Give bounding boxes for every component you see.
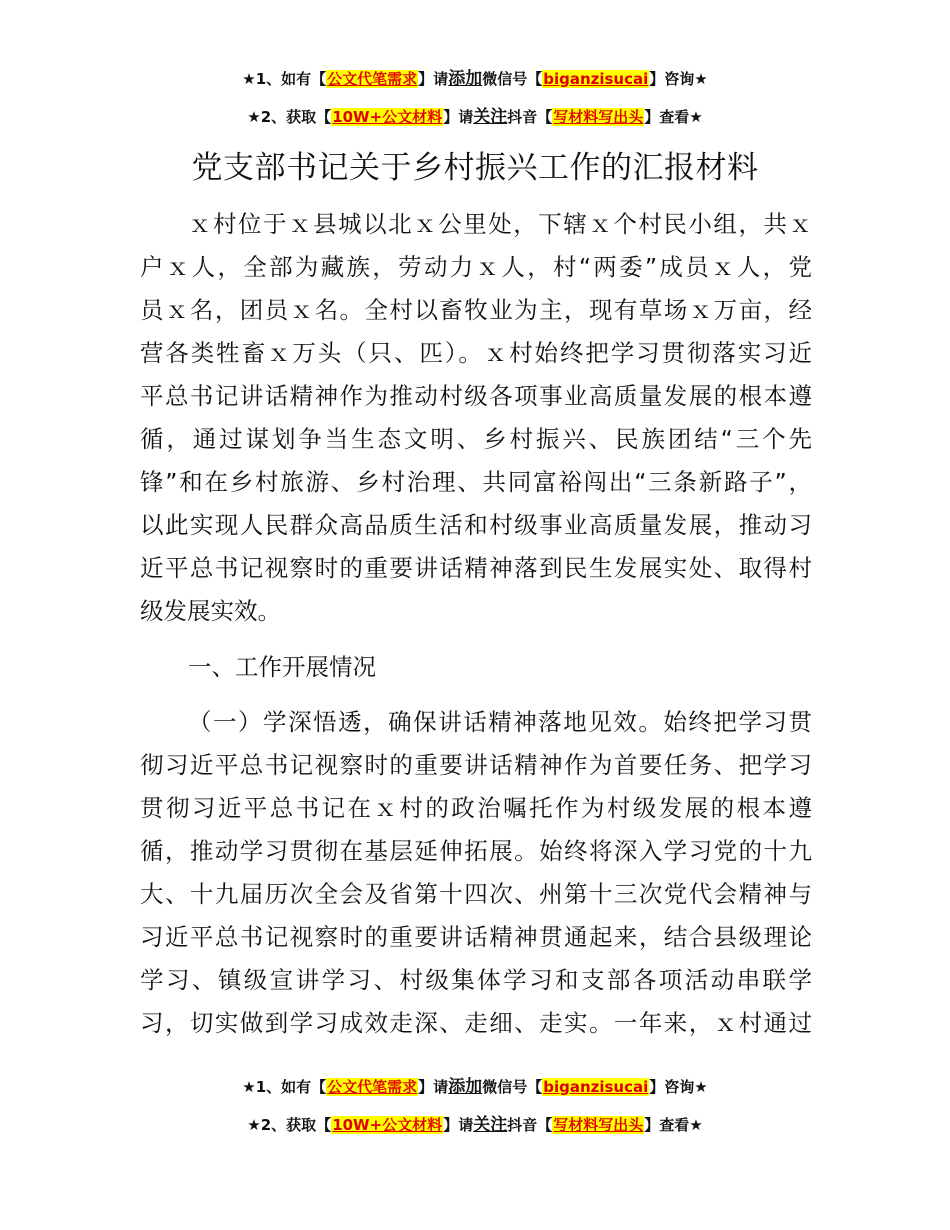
promo-banner-line-2 <box>0 106 950 128</box>
banner-text: 】请 <box>418 1078 449 1096</box>
text-line: 学习、镇级宣讲学习、村级集体学习和支部各项活动串联学 <box>140 966 812 994</box>
banner-text: 抖音【 <box>507 1116 553 1134</box>
highlight-service: 公文代笔需求 <box>327 1078 418 1096</box>
text-line: 循，通过谋划争当生态文明、乡村振兴、民族团结“三个先 <box>140 425 812 453</box>
section-heading: 一、工作开展情况 <box>188 653 376 681</box>
text-line: 贯彻习近平总书记在ｘ村的政治嘱托作为村级发展的根本遵 <box>140 794 812 822</box>
banner-text: 】请 <box>443 1116 474 1134</box>
promo-banner-line-1 <box>0 68 950 90</box>
text-line: 大、十九届历次全会及省第十四次、州第十三次党代会精神与 <box>140 880 812 908</box>
highlight-wechat-id: biganzisucai <box>543 70 649 88</box>
text-line: 彻习近平总书记视察时的重要讲话精神作为首要任务、把学习 <box>140 751 812 779</box>
text-line: 习近平总书记视察时的重要讲话精神贯通起来，结合县级理论 <box>140 923 812 951</box>
promo-banner-footer-line-1 <box>0 1076 950 1098</box>
banner-text: 微信号【 <box>482 1078 543 1096</box>
highlight-materials: 10W+公文材料 <box>332 108 443 126</box>
banner-emphasis: 关注 <box>473 107 508 127</box>
text-line: 锋”和在乡村旅游、乡村治理、共同富裕闯出“三条新路子”， <box>140 468 812 496</box>
text-line: ｘ村位于ｘ县城以北ｘ公里处，下辖ｘ个村民小组，共ｘ <box>188 210 812 238</box>
banner-text: 微信号【 <box>482 70 543 88</box>
highlight-wechat-id: biganzisucai <box>543 1078 649 1096</box>
text-line: 营各类牲畜ｘ万头（只、匹）。ｘ村始终把学习贯彻落实习近 <box>140 339 812 367</box>
text-line: 级发展实效。 <box>140 597 281 625</box>
banner-text: ★2、获取【 <box>247 1116 332 1134</box>
highlight-service: 公文代笔需求 <box>327 70 418 88</box>
banner-text: ★2、获取【 <box>247 108 332 126</box>
banner-emphasis: 添加 <box>448 1077 483 1097</box>
banner-text: 】请 <box>443 108 474 126</box>
text-line: 近平总书记视察时的重要讲话精神落到民生发展实处、取得村 <box>140 554 812 582</box>
banner-text: 】请 <box>418 70 449 88</box>
banner-text: 】查看★ <box>644 1116 703 1134</box>
text-line: 以此实现人民群众高品质生活和村级事业高质量发展，推动习 <box>140 511 812 539</box>
banner-emphasis: 关注 <box>473 1115 508 1135</box>
banner-text: 抖音【 <box>507 108 553 126</box>
text-line: 户ｘ人，全部为藏族，劳动力ｘ人，村“两委”成员ｘ人，党 <box>140 253 812 281</box>
promo-banner-footer-line-2 <box>0 1114 950 1136</box>
highlight-douyin: 写材料写出头 <box>553 1116 644 1134</box>
banner-text: 】查看★ <box>644 108 703 126</box>
banner-text: ★1、如有【 <box>242 70 327 88</box>
banner-text: 】咨询★ <box>649 70 708 88</box>
text-line: 平总书记讲话精神作为推动村级各项事业高质量发展的根本遵 <box>140 382 812 410</box>
highlight-materials: 10W+公文材料 <box>332 1116 443 1134</box>
text-line: 员ｘ名，团员ｘ名。全村以畜牧业为主，现有草场ｘ万亩，经 <box>140 296 812 324</box>
banner-emphasis: 添加 <box>448 69 483 89</box>
highlight-douyin: 写材料写出头 <box>553 108 644 126</box>
text-line: 循，推动学习贯彻在基层延伸拓展。始终将深入学习党的十九 <box>140 837 812 865</box>
text-line: （一）学深悟透，确保讲话精神落地见效。始终把学习贯 <box>188 708 812 736</box>
banner-text: ★1、如有【 <box>242 1078 327 1096</box>
text-line: 习，切实做到学习成效走深、走细、走实。一年来，ｘ村通过 <box>140 1009 812 1037</box>
banner-text: 】咨询★ <box>649 1078 708 1096</box>
document-title: 党支部书记关于乡村振兴工作的汇报材料 <box>191 150 759 186</box>
